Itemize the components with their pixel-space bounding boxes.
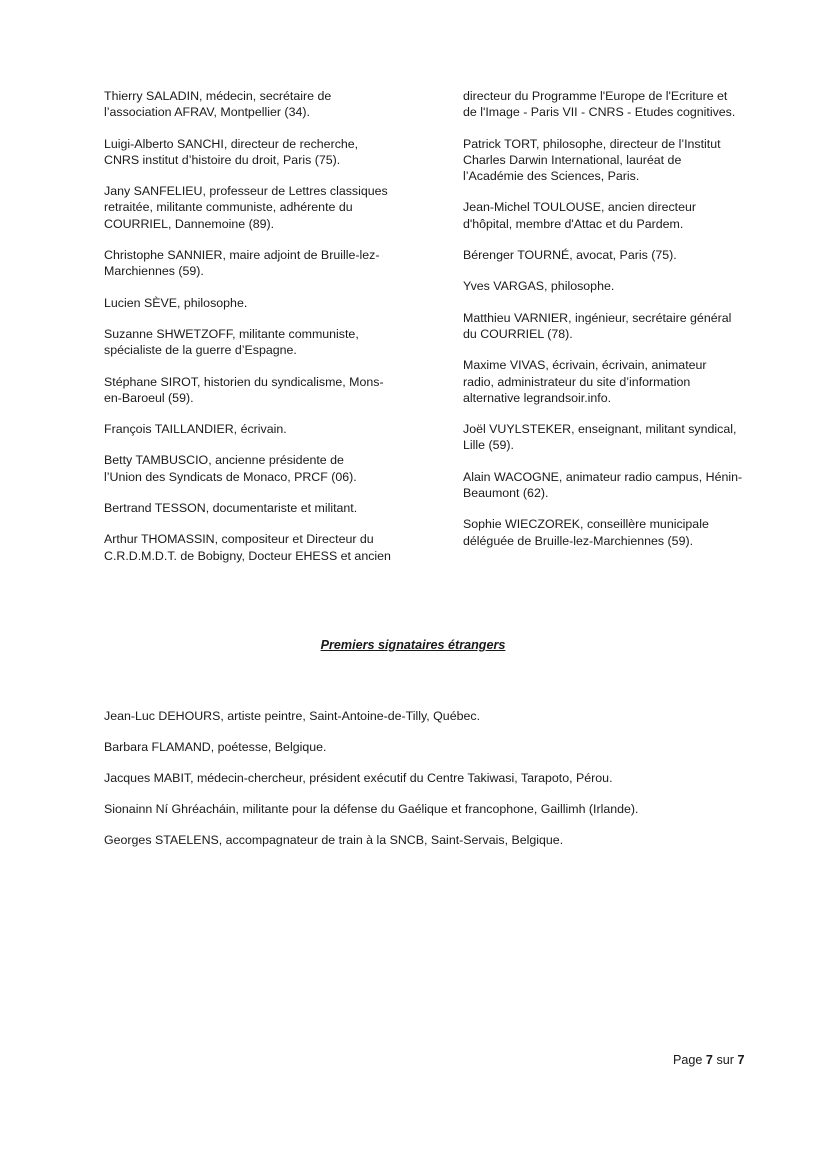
- signatory-entry: Stéphane SIROT, historien du syndicalisme, Mons- en-Baroeul (59).: [104, 374, 384, 405]
- foreign-signatory-entry: Jean-Luc DEHOURS, artiste peintre, Saint-Antoine-de-Tilly, Québec.: [104, 709, 481, 723]
- signatory-entry: Jany SANFELIEU, professeur de Lettres classiques retraitée, militante communiste, adhérente du COURRIEL, Dannemoine (89).: [104, 184, 388, 231]
- signatory-entry: Christophe SANNIER, maire adjoint de Bruille-lez- Marchiennes (59).: [104, 248, 380, 279]
- current-page-number: 7: [705, 1053, 713, 1067]
- signatory-entry: Maxime VIVAS, écrivain, écrivain, animateur radio, administrateur du site d’information alternative legrandsoir.info.: [463, 358, 707, 405]
- signatory-entry: Yves VARGAS, philosophe.: [463, 279, 615, 294]
- foreign-signatory-entry: Jacques MABIT, médecin-chercheur, président exécutif du Centre Takiwasi, Tarapoto, Pérou.: [104, 770, 613, 785]
- signatory-entry: Patrick TORT, philosophe, directeur de l’Institut Charles Darwin International, lauréat de l’Académie des Sciences, Paris.: [463, 136, 721, 184]
- signatory-entry: directeur du Programme l'Europe de l'Ecriture et de l'Image - Paris VII - CNRS - Etudes cognitives.: [463, 89, 736, 120]
- total-pages-number: 7: [737, 1053, 745, 1067]
- signatories-left-column: [104, 88, 404, 579]
- signatory-entry: Bérenger TOURNÉ, avocat, Paris (75).: [463, 248, 677, 263]
- signatory-entry: Luigi-Alberto SANCHI, directeur de recherche, CNRS institut d’histoire du droit, Paris (75).: [104, 136, 359, 167]
- page-footer: [673, 1052, 744, 1068]
- signatory-entry: Betty TAMBUSCIO, ancienne présidente de l’Union des Syndicats de Monaco, PRCF (06).: [104, 453, 357, 484]
- of-label: sur: [716, 1053, 734, 1067]
- signatory-entry: Joël VUYLSTEKER, enseignant, militant syndical, Lille (59).: [463, 422, 737, 453]
- foreign-signatory-entry: Barbara FLAMAND, poétesse, Belgique.: [104, 739, 327, 754]
- foreign-signatories-list: [104, 708, 784, 862]
- foreign-signatory-entry: Sionainn Ní Ghréacháin, militante pour la défense du Gaélique et francophone, Gaillimh (Irlande).: [104, 801, 639, 816]
- signatory-entry: Jean-Michel TOULOUSE, ancien directeur d'hôpital, membre d'Attac et du Pardem.: [463, 200, 697, 231]
- signatory-entry: François TAILLANDIER, écrivain.: [104, 422, 287, 437]
- signatory-entry: Suzanne SHWETZOFF, militante communiste, spécialiste de la guerre d’Espagne.: [104, 326, 359, 358]
- signatory-entry: Lucien SÈVE, philosophe.: [104, 295, 248, 310]
- signatory-entry: Alain WACOGNE, animateur radio campus, Hénin- Beaumont (62).: [463, 469, 743, 501]
- signatory-entry: Sophie WIECZOREK, conseillère municipale déléguée de Bruille-lez-Marchiennes (59).: [463, 517, 709, 548]
- section-heading: Premiers signataires étrangers: [320, 638, 506, 652]
- signatories-right-column: [463, 88, 753, 564]
- page-label: Page: [673, 1053, 703, 1067]
- signatory-entry: Bertrand TESSON, documentariste et militant.: [104, 501, 358, 516]
- signatory-entry: Thierry SALADIN, médecin, secrétaire de l’association AFRAV, Montpellier (34).: [104, 89, 332, 120]
- signatory-entry: Matthieu VARNIER, ingénieur, secrétaire général du COURRIEL (78).: [463, 310, 732, 341]
- foreign-signatory-entry: Georges STAELENS, accompagnateur de train à la SNCB, Saint-Servais, Belgique.: [104, 832, 564, 847]
- signatory-entry: Arthur THOMASSIN, compositeur et Directeur du C.R.D.M.D.T. de Bobigny, Docteur EHESS et ancien: [104, 532, 391, 563]
